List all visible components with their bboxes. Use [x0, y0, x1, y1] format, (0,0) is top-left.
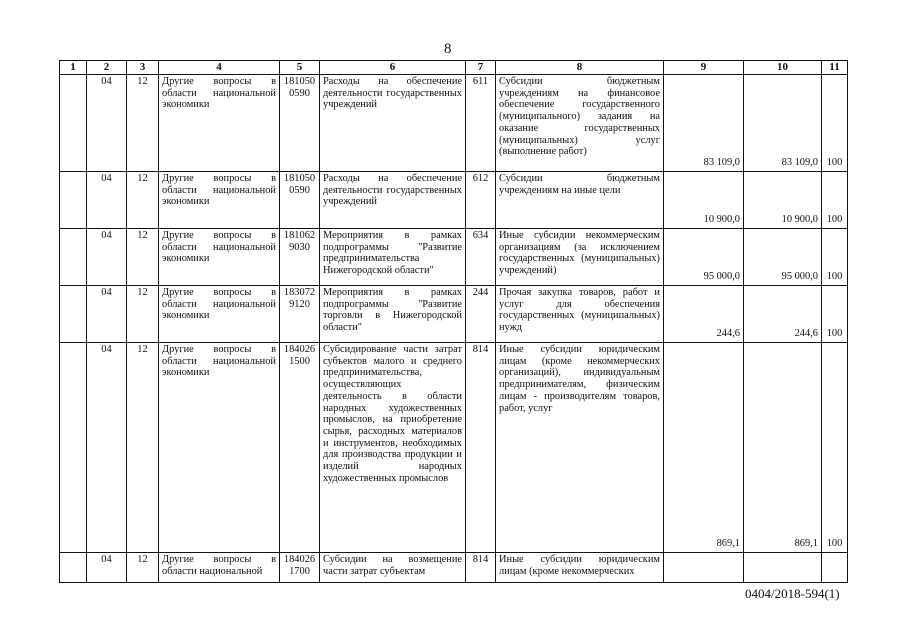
cell-subsection: 12: [127, 172, 159, 229]
cell-c1: [60, 343, 87, 553]
cell-section: 04: [87, 229, 127, 286]
col-header-8: 8: [496, 61, 664, 75]
cell-expense-type: 244: [466, 286, 496, 343]
cell-section-name: Другие вопросы в области национальной экономики: [159, 229, 280, 286]
cell-actual-amount: 10 900,0: [744, 172, 822, 229]
col-header-5: 5: [280, 61, 320, 75]
cell-percent: 100: [822, 343, 848, 553]
col-header-6: 6: [320, 61, 466, 75]
cell-target-name: Расходы на обеспечение деятельности государственных учреждений: [320, 172, 466, 229]
cell-c1: [60, 75, 87, 172]
cell-expense-type: 814: [466, 553, 496, 583]
col-header-2: 2: [87, 61, 127, 75]
cell-target-name: Субсидирование части затрат субъектов малого и среднего предпринимательства, осуществляющих деятельность в области народных художественных промыслов, на приобретение сырья, расходных материалов и инструментов, необходимых для производства продукции и изделий народных художественных промыслов: [320, 343, 466, 553]
cell-actual-amount: 83 109,0: [744, 75, 822, 172]
cell-expense-type: 612: [466, 172, 496, 229]
cell-expense-name: Субсидии бюджетным учреждениям на финансовое обеспечение государственного (муниципального) задания на оказание государственных (муниципальных) услуг (выполнение работ): [496, 75, 664, 172]
cell-expense-type: 814: [466, 343, 496, 553]
cell-section-name: Другие вопросы в области национальной экономики: [159, 75, 280, 172]
cell-target-code: 181062 9030: [280, 229, 320, 286]
col-header-10: 10: [744, 61, 822, 75]
col-header-1: 1: [60, 61, 87, 75]
cell-percent: 100: [822, 229, 848, 286]
cell-plan-amount: 10 900,0: [664, 172, 744, 229]
cell-section-name: Другие вопросы в области национальной: [159, 553, 280, 583]
cell-actual-amount: 244,6: [744, 286, 822, 343]
cell-percent: 100: [822, 286, 848, 343]
cell-target-code: 181050 0590: [280, 75, 320, 172]
cell-target-name: Субсидии на возмещение части затрат субъектам: [320, 553, 466, 583]
document-code: 0404/2018-594(1): [745, 586, 840, 601]
cell-percent: 100: [822, 172, 848, 229]
cell-section-name: Другие вопросы в области национальной экономики: [159, 172, 280, 229]
cell-actual-amount: 869,1: [744, 343, 822, 553]
cell-target-code: 181050 0590: [280, 172, 320, 229]
col-header-3: 3: [127, 61, 159, 75]
table-row: [60, 172, 848, 229]
cell-expense-type: 634: [466, 229, 496, 286]
cell-actual-amount: 95 000,0: [744, 229, 822, 286]
cell-plan-amount: 83 109,0: [664, 75, 744, 172]
cell-target-name: Мероприятия в рамках подпрограммы "Развитие предпринимательства Нижегородской области": [320, 229, 466, 286]
cell-plan-amount: 95 000,0: [664, 229, 744, 286]
cell-c1: [60, 286, 87, 343]
cell-target-code: 184026 1700: [280, 553, 320, 583]
cell-subsection: 12: [127, 229, 159, 286]
cell-c1: [60, 553, 87, 583]
cell-target-code: 183072 9120: [280, 286, 320, 343]
cell-target-name: Расходы на обеспечение деятельности государственных учреждений: [320, 75, 466, 172]
cell-expense-name: Иные субсидии юридическим лицам (кроме некоммерческих: [496, 553, 664, 583]
cell-expense-type: 611: [466, 75, 496, 172]
cell-target-code: 184026 1500: [280, 343, 320, 553]
table-row: [60, 75, 848, 172]
table-row: [60, 229, 848, 286]
cell-section: 04: [87, 75, 127, 172]
col-header-11: 11: [822, 61, 848, 75]
cell-expense-name: Иные субсидии юридическим лицам (кроме некоммерческих организаций), индивидуальным предпринимателям, физическим лицам - производителям товаров, работ, услуг: [496, 343, 664, 553]
cell-subsection: 12: [127, 553, 159, 583]
table-row: [60, 286, 848, 343]
cell-expense-name: Иные субсидии некоммерческим организациям (за исключением государственных (муниципальных) учреждений): [496, 229, 664, 286]
page-number: 8: [444, 41, 452, 57]
cell-expense-name: Прочая закупка товаров, работ и услуг для обеспечения государственных (муниципальных) нужд: [496, 286, 664, 343]
cell-section: 04: [87, 172, 127, 229]
col-header-4: 4: [159, 61, 280, 75]
cell-plan-amount: 244,6: [664, 286, 744, 343]
cell-section: 04: [87, 286, 127, 343]
cell-target-name: Мероприятия в рамках подпрограммы "Развитие торговли в Нижегородской области": [320, 286, 466, 343]
budget-table: [59, 60, 848, 583]
cell-section: 04: [87, 553, 127, 583]
col-header-7: 7: [466, 61, 496, 75]
header-row: [60, 61, 848, 75]
cell-subsection: 12: [127, 343, 159, 553]
cell-section-name: Другие вопросы в области национальной экономики: [159, 286, 280, 343]
cell-section-name: Другие вопросы в области национальной экономики: [159, 343, 280, 553]
cell-expense-name: Субсидии бюджетным учреждениям на иные цели: [496, 172, 664, 229]
col-header-9: 9: [664, 61, 744, 75]
cell-percent: 100: [822, 75, 848, 172]
table-row: [60, 553, 848, 583]
cell-subsection: 12: [127, 286, 159, 343]
cell-actual-amount: [744, 553, 822, 583]
cell-plan-amount: 869,1: [664, 343, 744, 553]
table-row: [60, 343, 848, 553]
cell-subsection: 12: [127, 75, 159, 172]
cell-c1: [60, 172, 87, 229]
cell-percent: [822, 553, 848, 583]
cell-c1: [60, 229, 87, 286]
cell-section: 04: [87, 343, 127, 553]
cell-plan-amount: [664, 553, 744, 583]
